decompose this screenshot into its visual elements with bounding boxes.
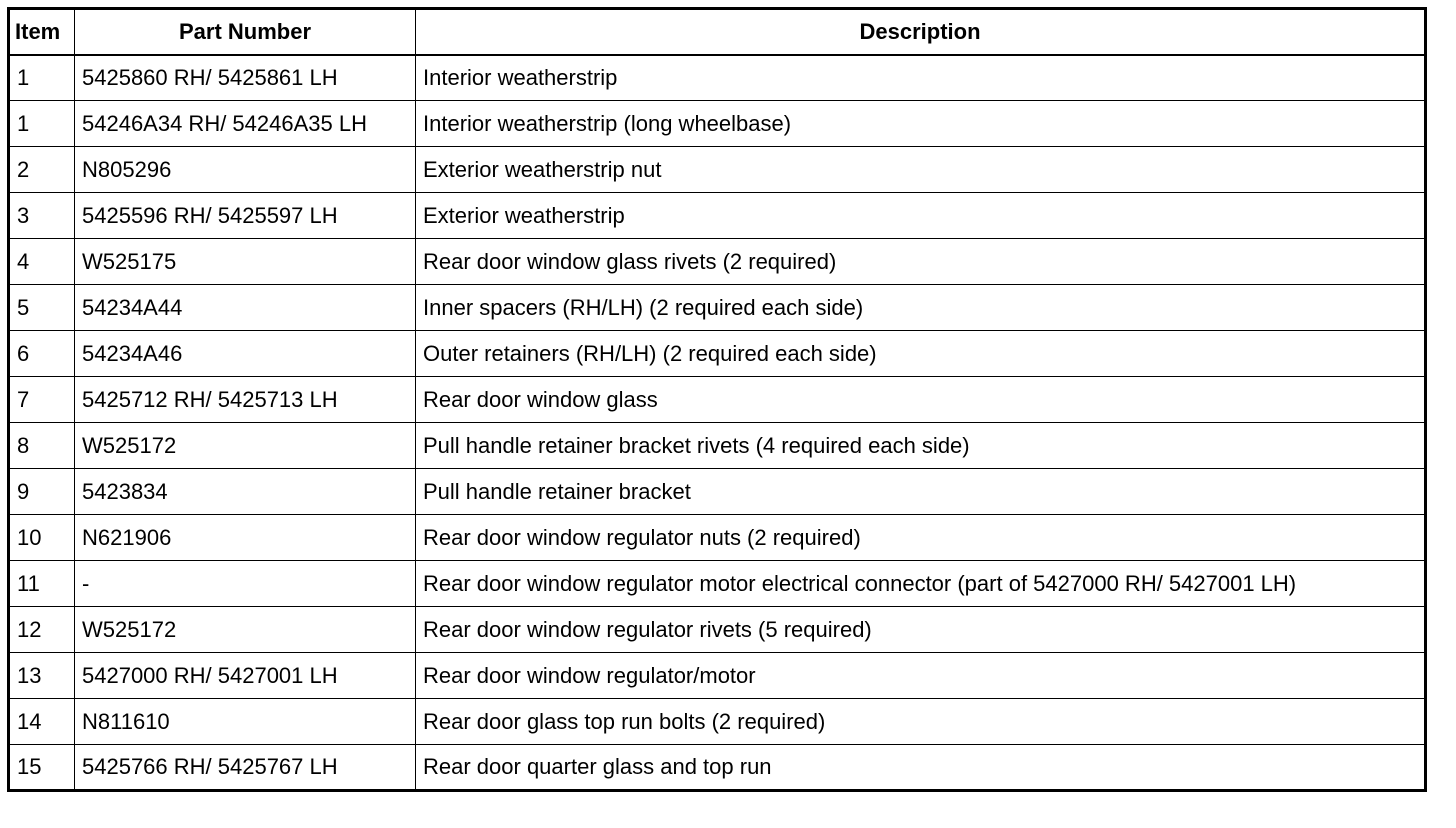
cell-description: Rear door window regulator nuts (2 required) <box>416 515 1426 561</box>
table-row <box>9 745 1426 791</box>
cell-description: Inner spacers (RH/LH) (2 required each side) <box>416 285 1426 331</box>
cell-part-number: 5425596 RH/ 5425597 LH <box>75 193 416 239</box>
cell-part-number: 5423834 <box>75 469 416 515</box>
cell-description: Interior weatherstrip (long wheelbase) <box>416 101 1426 147</box>
table-row <box>9 331 1426 377</box>
cell-description: Interior weatherstrip <box>416 55 1426 101</box>
cell-part-number: 54234A44 <box>75 285 416 331</box>
table-row <box>9 515 1426 561</box>
cell-item: 10 <box>9 515 75 561</box>
cell-part-number: 5427000 RH/ 5427001 LH <box>75 653 416 699</box>
cell-part-number: 5425766 RH/ 5425767 LH <box>75 745 416 791</box>
table-row <box>9 239 1426 285</box>
cell-part-number: W525172 <box>75 423 416 469</box>
cell-description: Rear door window regulator motor electrical connector (part of 5427000 RH/ 5427001 LH) <box>416 561 1426 607</box>
table-row <box>9 607 1426 653</box>
table-row <box>9 101 1426 147</box>
header-item: Item <box>9 9 75 55</box>
cell-description: Rear door window glass rivets (2 required) <box>416 239 1426 285</box>
cell-part-number: - <box>75 561 416 607</box>
cell-item: 4 <box>9 239 75 285</box>
header-part-number: Part Number <box>75 9 416 55</box>
cell-item: 6 <box>9 331 75 377</box>
table-row <box>9 55 1426 101</box>
table-row <box>9 423 1426 469</box>
cell-item: 15 <box>9 745 75 791</box>
cell-item: 12 <box>9 607 75 653</box>
cell-description: Exterior weatherstrip nut <box>416 147 1426 193</box>
cell-part-number: N811610 <box>75 699 416 745</box>
table-row <box>9 285 1426 331</box>
cell-item: 5 <box>9 285 75 331</box>
cell-description: Pull handle retainer bracket <box>416 469 1426 515</box>
cell-description: Rear door window regulator rivets (5 required) <box>416 607 1426 653</box>
table-row <box>9 469 1426 515</box>
cell-description: Pull handle retainer bracket rivets (4 required each side) <box>416 423 1426 469</box>
cell-part-number: 5425860 RH/ 5425861 LH <box>75 55 416 101</box>
cell-description: Outer retainers (RH/LH) (2 required each side) <box>416 331 1426 377</box>
cell-part-number: W525175 <box>75 239 416 285</box>
cell-description: Rear door glass top run bolts (2 required) <box>416 699 1426 745</box>
table-row <box>9 561 1426 607</box>
cell-part-number: 5425712 RH/ 5425713 LH <box>75 377 416 423</box>
cell-part-number: W525172 <box>75 607 416 653</box>
cell-item: 14 <box>9 699 75 745</box>
cell-description: Rear door window glass <box>416 377 1426 423</box>
cell-description: Rear door quarter glass and top run <box>416 745 1426 791</box>
cell-item: 8 <box>9 423 75 469</box>
cell-item: 9 <box>9 469 75 515</box>
table-header-row <box>9 9 1426 55</box>
cell-part-number: N805296 <box>75 147 416 193</box>
table-row <box>9 699 1426 745</box>
cell-part-number: 54234A46 <box>75 331 416 377</box>
cell-item: 7 <box>9 377 75 423</box>
header-description: Description <box>416 9 1426 55</box>
cell-item: 11 <box>9 561 75 607</box>
table-row <box>9 193 1426 239</box>
cell-part-number: N621906 <box>75 515 416 561</box>
cell-item: 1 <box>9 55 75 101</box>
table-row <box>9 147 1426 193</box>
cell-description: Exterior weatherstrip <box>416 193 1426 239</box>
cell-description: Rear door window regulator/motor <box>416 653 1426 699</box>
cell-item: 13 <box>9 653 75 699</box>
cell-item: 1 <box>9 101 75 147</box>
parts-table <box>7 7 1427 792</box>
table-row <box>9 377 1426 423</box>
cell-part-number: 54246A34 RH/ 54246A35 LH <box>75 101 416 147</box>
table-row <box>9 653 1426 699</box>
table-body <box>9 55 1426 791</box>
cell-item: 2 <box>9 147 75 193</box>
cell-item: 3 <box>9 193 75 239</box>
